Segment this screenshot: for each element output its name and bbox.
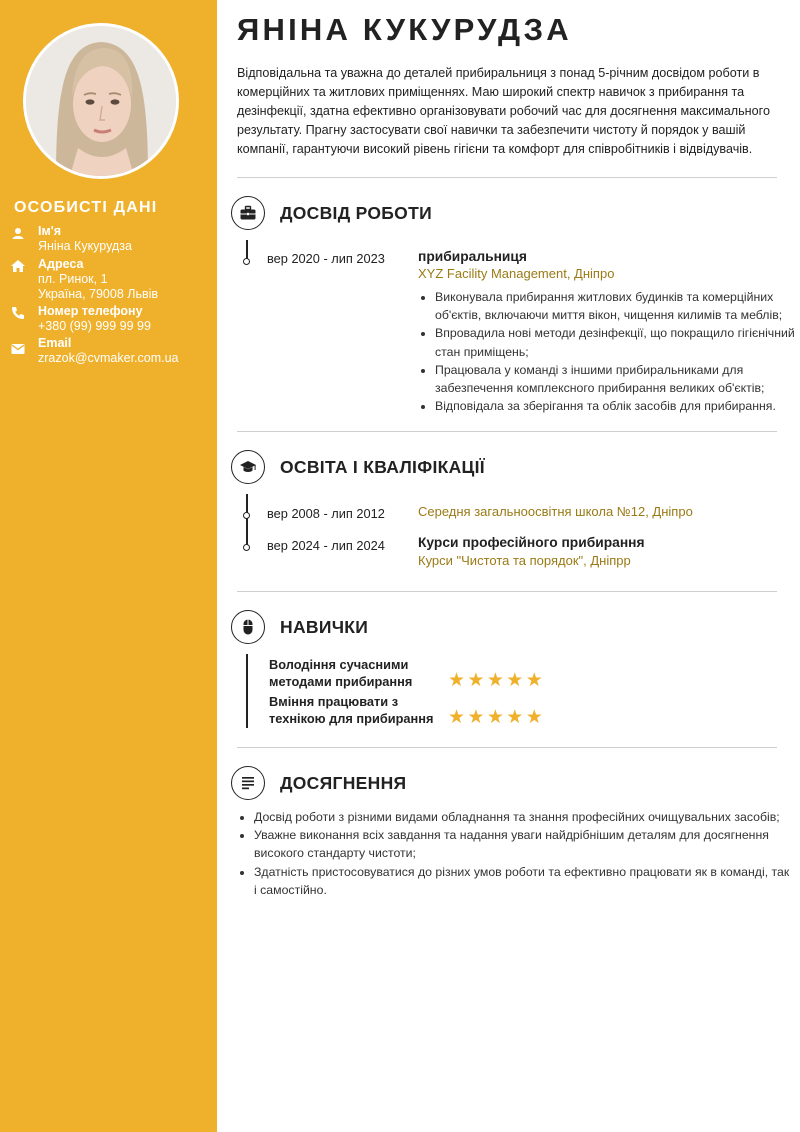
profile-summary: Відповідальна та уважна до деталей прибиральниця з понад 5-річним досвідом роботи в комерційних та житлових приміщеннях. Маю широкий спектр навичок з прибирання та дезінфекції, здатна ефективно організовувати робочий час для досягнення максимального результату. Прагну застосувати свої навички та забезпечити чистоту й порядок у вашій компанії, гарантуючи високий рівень гігієни та комфорт для співробітників і відвідувачів. (237, 66, 770, 156)
home-icon (10, 258, 26, 274)
skill-rating-stars: ★★★★★ (448, 670, 546, 691)
skill-name-line: методами прибирання (269, 673, 413, 689)
email-icon (10, 341, 26, 357)
job-date: вер 2020 - лип 2023 (267, 251, 385, 266)
profile-photo (23, 23, 179, 179)
contact-address (10, 257, 210, 302)
skill-name (269, 694, 433, 727)
education-date: вер 2008 - лип 2012 (267, 506, 385, 521)
contact-phone (10, 304, 210, 334)
name-value: Яніна Кукурудза (38, 239, 132, 253)
full-name-title: ЯНІНА КУКУРУДЗА (237, 12, 572, 47)
skill-name-line: технікою для прибирання (269, 710, 434, 726)
education-date: вер 2024 - лип 2024 (267, 538, 385, 553)
divider (237, 177, 777, 178)
document-lines-icon (231, 766, 265, 800)
phone-value[interactable]: +380 (99) 999 99 99 (38, 319, 151, 333)
email-value[interactable]: zrazok@cvmaker.com.ua (38, 351, 179, 365)
mouse-icon (231, 610, 265, 644)
education-institution: Курси "Чистота та порядок", Дніпрр (418, 553, 631, 568)
phone-icon (10, 305, 26, 321)
education-course: Курси професійного прибирання (418, 535, 645, 550)
list-item: • Відповідала за зберігання та облік засобів для прибирання. (435, 397, 797, 415)
contact-email (10, 336, 210, 366)
skill-name (269, 657, 412, 690)
job-company: XYZ Facility Management, Дніпро (418, 266, 615, 281)
achievements-heading: ДОСЯГНЕННЯ (280, 773, 407, 793)
education-heading: ОСВІТА І КВАЛІФІКАЦІЇ (280, 457, 485, 477)
divider (237, 747, 777, 748)
email-label: Email (38, 336, 72, 350)
list-item: • Виконувала прибирання житлових будинків та комерційних об'єктів, включаючи миття вікон, чищення килимів та меблів; (435, 288, 797, 324)
list-item: • Уважне виконання всіх завдання та надання уваги найдрібнішим деталям для досягнення високого стандарту чистоти; (254, 826, 794, 862)
personal-data-heading: ОСОБИСТІ ДАНІ (14, 199, 158, 216)
graduation-cap-icon (231, 450, 265, 484)
timeline-dot (243, 544, 250, 551)
skills-heading: НАВИЧКИ (280, 617, 369, 637)
timeline-dot (243, 258, 250, 265)
job-duties-list (418, 288, 797, 415)
address-line2: Україна, 79008 Львів (38, 287, 159, 301)
skills-line (246, 654, 248, 728)
skill-name-line: Вміння працювати з (269, 694, 399, 709)
skill-rating-stars: ★★★★★ (448, 707, 546, 728)
timeline-line (246, 494, 248, 548)
list-item: • Досвід роботи з різними видами обладнання та знання професійних очищувальних засобів; (254, 808, 794, 826)
person-icon (10, 225, 26, 241)
address-line1: пл. Ринок, 1 (38, 272, 108, 286)
phone-label: Номер телефону (38, 304, 143, 318)
address-label: Адреса (38, 257, 84, 271)
list-item: • Здатність пристосовуватися до різних умов роботи та ефективно працювати як в команді, так і самостійно. (254, 863, 794, 899)
name-label: Ім'я (38, 224, 61, 238)
list-item: • Впровадила нові методи дезінфекції, що покращило гігієнічний стан приміщень; (435, 324, 797, 360)
divider (237, 591, 777, 592)
achievements-list (237, 808, 794, 899)
list-item: • Працювала у команді з іншими прибиральниками для забезпечення комплексного прибирання великих об'єктів; (435, 361, 797, 397)
education-school: Середня загальноосвітня школа №12, Дніпро (418, 504, 693, 519)
job-role: прибиральниця (418, 249, 527, 264)
timeline-dot (243, 512, 250, 519)
divider (237, 431, 777, 432)
contact-name (10, 224, 210, 254)
experience-heading: ДОСВІД РОБОТИ (280, 203, 432, 223)
skill-name-line: Володіння сучасними (269, 657, 409, 672)
briefcase-icon (231, 196, 265, 230)
